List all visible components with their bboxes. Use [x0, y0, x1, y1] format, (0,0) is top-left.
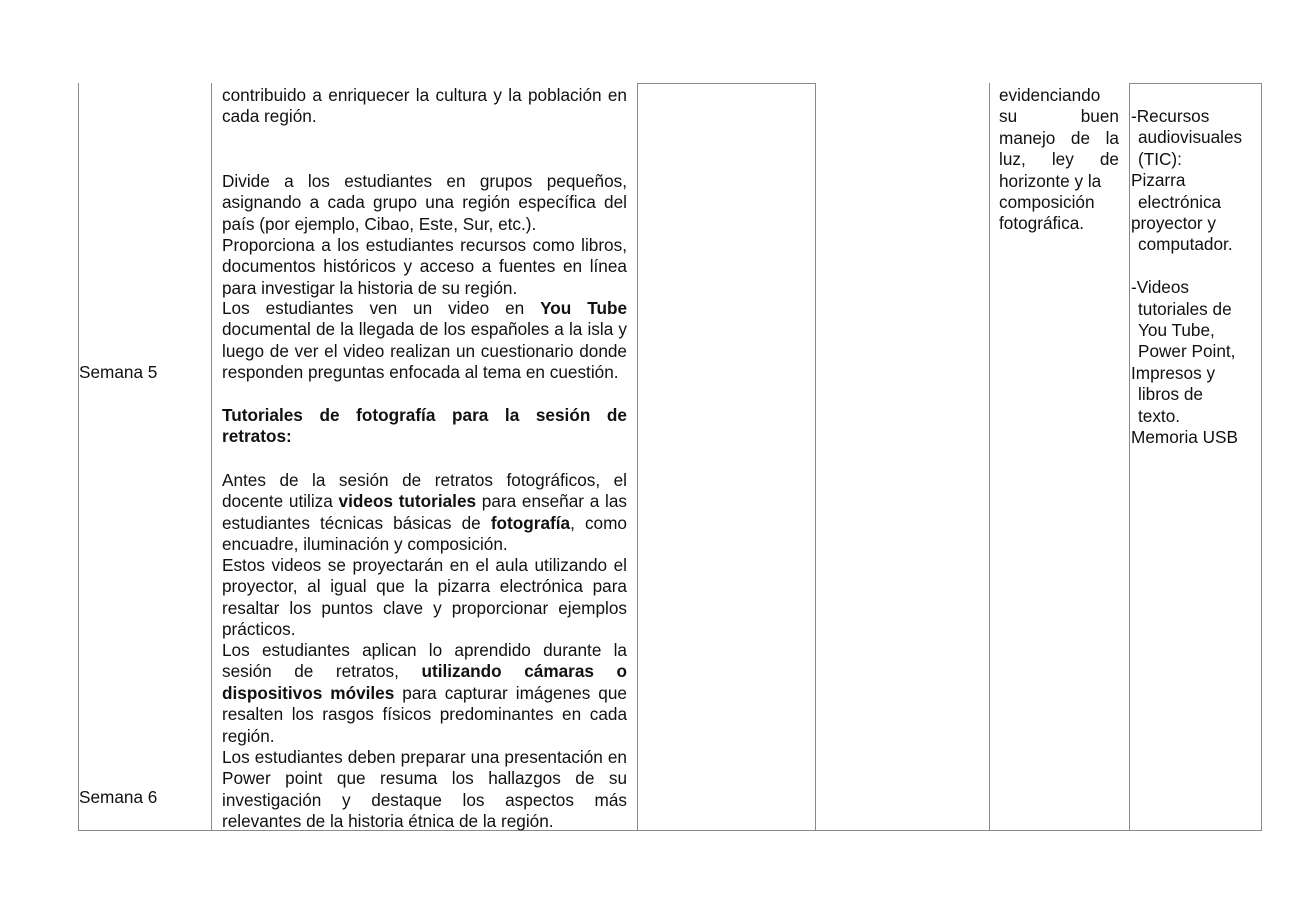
video-text-a: Los estudiantes ven un video en: [222, 298, 541, 318]
column-divider-2: [637, 83, 638, 831]
activity-paragraph-video: [222, 298, 627, 384]
capture-text-a: Los estudiantes aplican lo aprendido durante la sesión de retratos,: [222, 640, 627, 682]
activity-paragraph-resources: Proporciona a los estudiantes recursos como libros, documentos históricos y acceso a fuentes en línea para investigar la historia de su región.: [222, 235, 627, 298]
table-border-left: [78, 83, 79, 831]
evaluation-line: composición: [999, 192, 1095, 213]
activity-paragraph-presentation: Los estudiantes deben preparar una presentación en Power point que resuma los hallazgos de su investigación y destaque los aspectos más relevantes de la historia étnica de la región.: [222, 747, 627, 832]
evaluation-line: [999, 106, 1119, 127]
session-text-a: Antes de la sesión de retratos fotográficos, el docente utiliza: [222, 470, 627, 512]
resource-line: [1131, 256, 1259, 277]
tutorials-heading-text: Tutoriales de fotografía para la sesión de retratos:: [222, 405, 627, 447]
resource-line: tutoriales de: [1138, 298, 1232, 319]
session-text-tutorials: videos tutoriales: [338, 491, 477, 512]
activity-paragraph-capture: [222, 640, 627, 747]
resource-line: (TIC):: [1138, 148, 1182, 169]
session-text-photography: fotografía: [490, 512, 571, 533]
resource-line: -Videos: [1131, 277, 1189, 298]
evaluation-word: la: [1105, 127, 1119, 148]
video-text-c: documental de la llegada de los españoles a la isla y luego de ver el video realizan un cuestionario donde responden preguntas enfocada al tema en cuestión.: [222, 319, 627, 383]
resource-line: Memoria USB: [1131, 427, 1238, 448]
activity-heading-tutorials: [222, 405, 627, 448]
column-divider-4: [989, 83, 990, 831]
activity-paragraph-session: [222, 470, 627, 556]
evaluation-line: evidenciando: [999, 85, 1101, 105]
evaluation-line: fotográfica.: [999, 213, 1085, 234]
column-divider-1: [211, 83, 212, 831]
evaluation-line: horizonte y la: [999, 170, 1102, 191]
activity-paragraph-groups: Divide a los estudiantes en grupos pequeños, asignando a cada grupo una región específica del país (por ejemplo, Cibao, Este, Sur, etc.).: [222, 171, 627, 234]
column-divider-3: [815, 83, 816, 831]
resource-line: electrónica: [1138, 191, 1222, 212]
resource-line: texto.: [1138, 405, 1181, 426]
cell-border-top: [637, 83, 815, 84]
evaluation-cell: [999, 85, 1119, 235]
cell-border-top-resources: [1129, 83, 1262, 84]
activity-paragraph-projector: Estos videos se proyectarán en el aula utilizando el proyector, al igual que la pizarra electrónica para resaltar los puntos clave y proporcionar ejemplos prácticos.: [222, 555, 627, 640]
activity-paragraph-intro: contribuido a enriquecer la cultura y la población en cada región.: [222, 85, 627, 127]
week-6-label: Semana 6: [79, 787, 158, 807]
resource-line: proyector y: [1131, 213, 1217, 234]
resources-cell: [1131, 106, 1259, 448]
evaluation-word: luz,: [999, 149, 1026, 170]
table-border-right: [1261, 83, 1262, 831]
resource-line: libros de: [1138, 384, 1203, 405]
evaluation-word: de: [1099, 149, 1119, 170]
resource-line: -Recursos: [1131, 106, 1210, 126]
evaluation-word: de: [1070, 127, 1091, 148]
resource-line: computador.: [1138, 234, 1233, 255]
resource-line: Power Point,: [1138, 341, 1236, 362]
evaluation-line: [999, 128, 1119, 149]
evaluation-line: [999, 149, 1119, 170]
column-divider-5: [1129, 83, 1130, 831]
resource-line: Pizarra: [1131, 170, 1186, 191]
week-5-label: Semana 5: [79, 362, 158, 382]
evaluation-word: su: [999, 106, 1018, 127]
evaluation-word: buen: [1080, 106, 1119, 127]
evaluation-word: ley: [1051, 149, 1074, 170]
video-text-youtube: You Tube: [540, 298, 627, 318]
resource-line: audiovisuales: [1138, 127, 1243, 148]
capture-text-c: para capturar imágenes que resalten los rasgos físicos predominantes en cada región.: [222, 682, 627, 746]
resource-line: You Tube,: [1138, 320, 1215, 341]
resource-line: Impresos y: [1131, 362, 1216, 383]
session-text-e: , como encuadre, iluminación y composición.: [222, 512, 627, 555]
evaluation-word: manejo: [999, 127, 1056, 148]
capture-text-devices: utilizando cámaras o dispositivos móviles: [222, 661, 628, 703]
session-text-c: para enseñar a las estudiantes técnicas básicas de: [222, 491, 627, 533]
